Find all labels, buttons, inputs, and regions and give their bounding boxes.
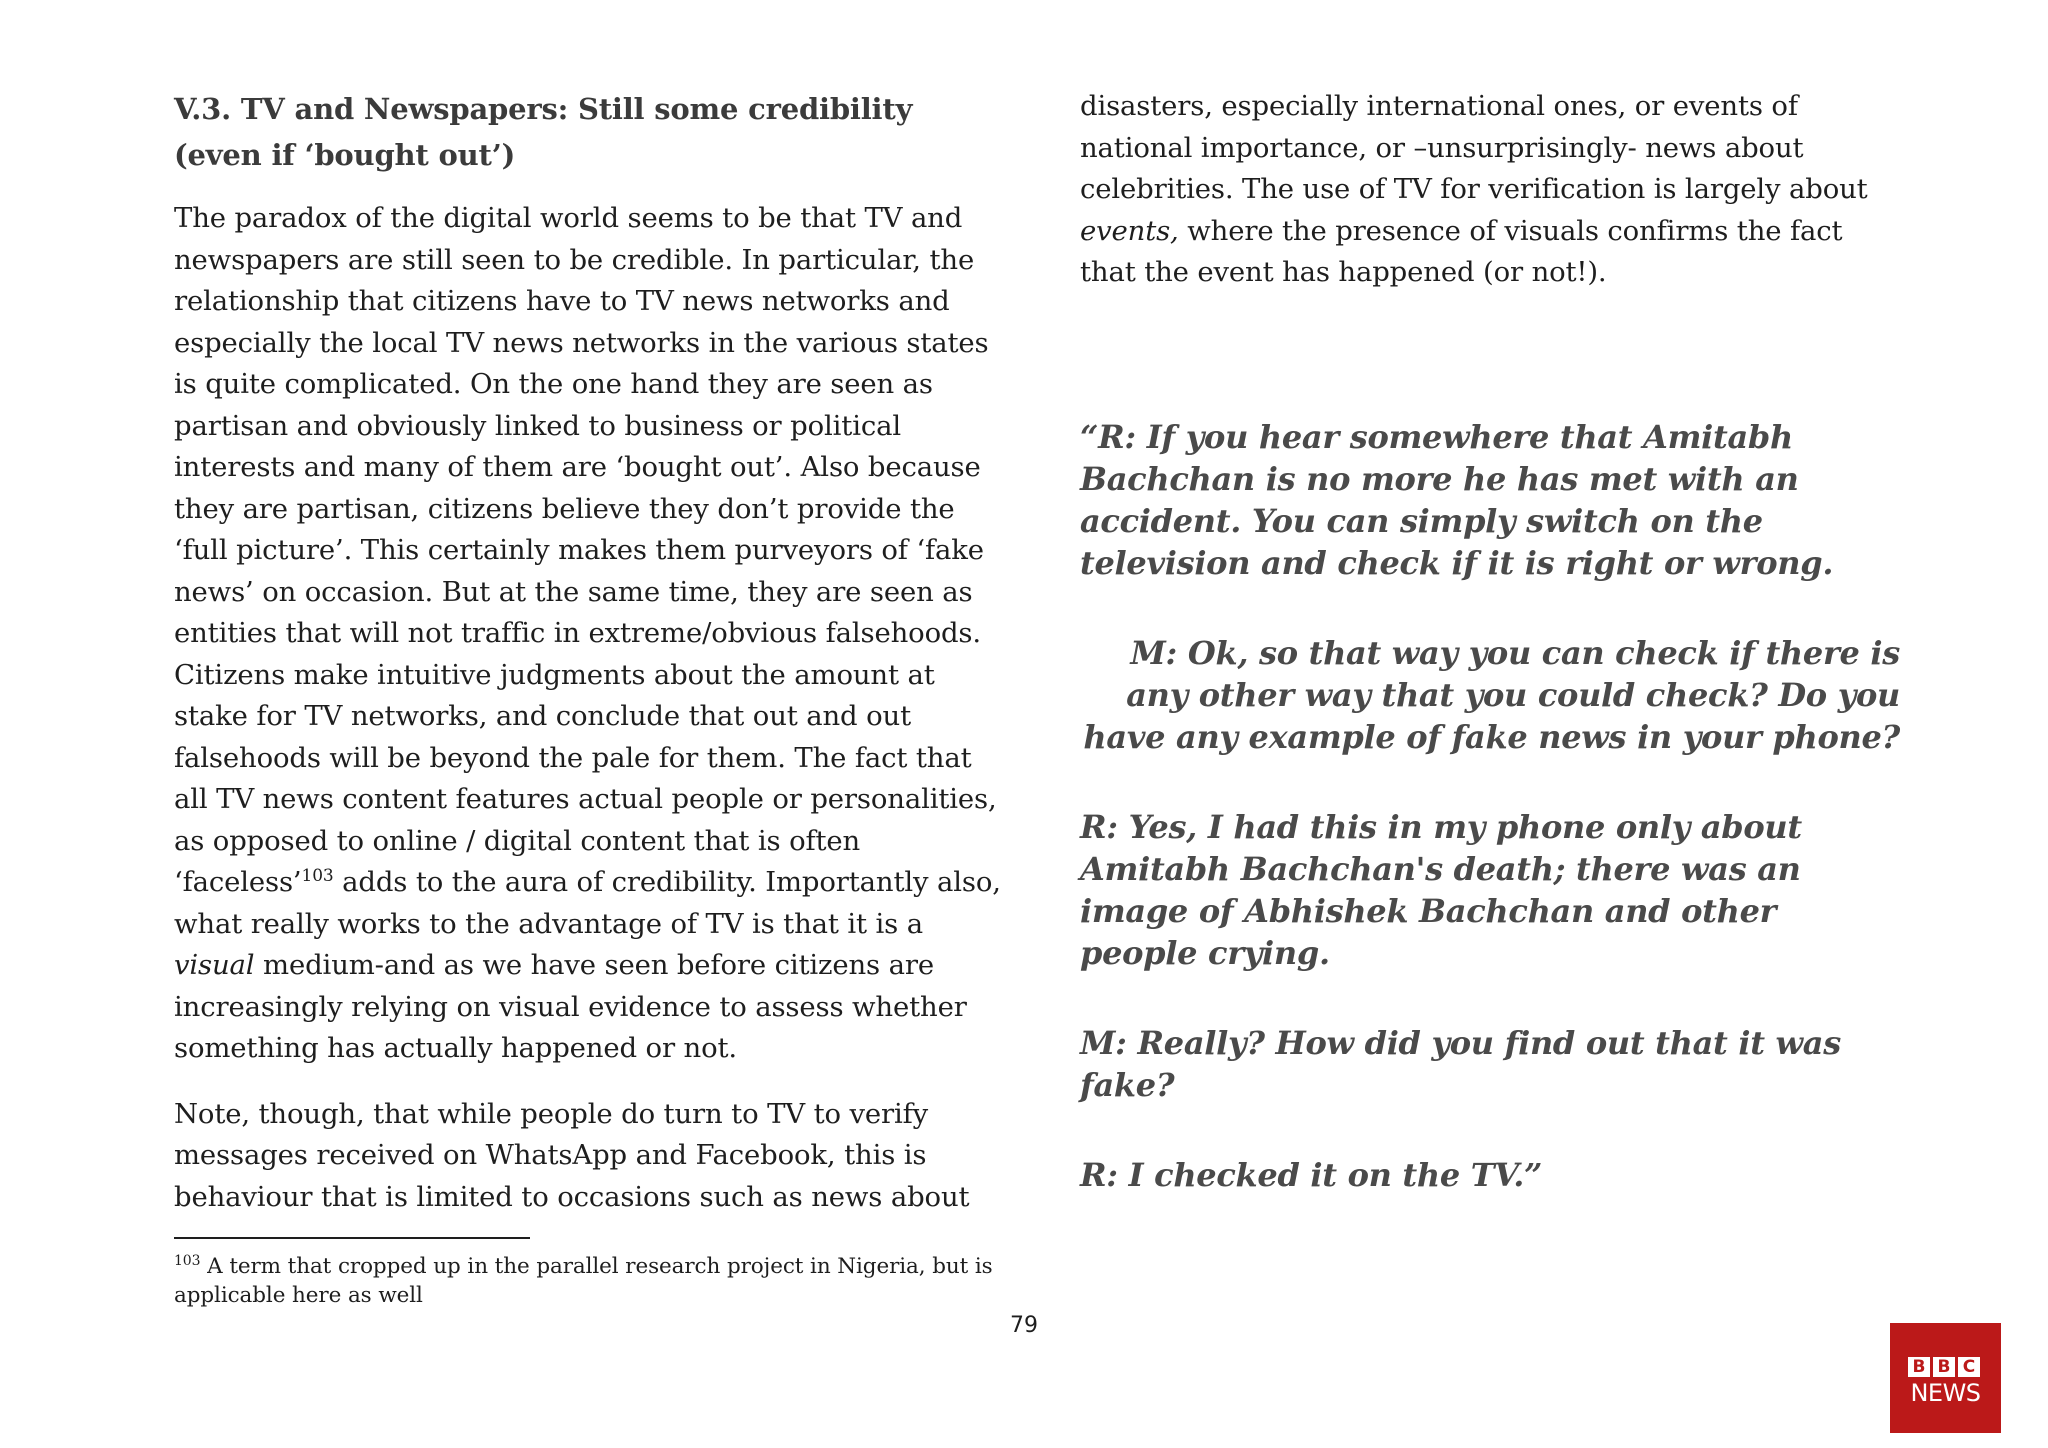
paragraph-text: where the presence of visuals confirms the fact that the event has happened (or not!). (1080, 214, 1843, 288)
footnote-number: 103 (174, 1252, 201, 1269)
bbc-letter-blocks (1908, 1357, 1980, 1377)
section-heading: V.3. TV and Newspapers: Still some credibility (even if ‘bought out’) (174, 92, 913, 172)
emphasis-visual: visual (174, 949, 255, 981)
interview-quote-moderator-1: M: Ok, so that way you can check if there is any other way that you could check? Do you have any example of fake news in your phone? (1083, 633, 1900, 756)
paragraph-text: The paradox of the digital world seems to be that TV and newspapers are still seen to be credible. In particular, the relationship that citizens have to TV news networks and especially the local TV news networks in the various states is quite complicated. On the one hand they are seen as partisan and obviously linked to business or political interests and many of them are ‘bought out’. Also because they are partisan, citizens believe they don’t provide the ‘full picture’. This certainly makes them purveyors of ‘fake news’ on occasion. But at the same time, they are seen as entities that will not traffic in extreme/obvious falsehoods. Citizens make intuitive judgments about the amount at stake for TV networks, and conclude that out and out falsehoods will be beyond the pale for them. The fact that all TV news content features actual people or personalities, as opposed to online / digital content that is often ‘faceless’ (174, 202, 997, 898)
paragraph-text: adds to the aura of credibility. Importantly also, what really works to the advantage of TV is that it is a (174, 866, 1001, 940)
bbc-block-letter: B (1908, 1357, 1930, 1377)
body-paragraph-tv-credibility (174, 198, 1004, 1070)
bbc-news-logo (1890, 1323, 2001, 1433)
bbc-block-letter: B (1933, 1357, 1955, 1377)
footnote-divider (174, 1237, 530, 1239)
body-paragraph-note: Note, though, that while people do turn to TV to verify messages received on WhatsApp and Facebook, this is behaviour that is limited to occasions such as news about (174, 1097, 970, 1213)
interview-quote-respondent-3: R: I checked it on the TV.” (1080, 1155, 1543, 1194)
footnote-text: A term that cropped up in the parallel research project in Nigeria, but is applicable here as well (174, 1254, 993, 1308)
interview-quote-respondent-1: “R: If you hear somewhere that Amitabh Bachchan is no more he has met with an accident. You can simply switch on the television and check if it is right or wrong. (1080, 417, 1834, 582)
paragraph-text: medium-and as we have seen before citizens are increasingly relying on visual evidence to assess whether something has actually happened or not. (174, 949, 967, 1064)
footnote (174, 1252, 994, 1310)
bbc-news-wordmark: NEWS (1910, 1379, 1981, 1407)
interview-quote-moderator-2: M: Really? How did you find out that it was fake? (1080, 1023, 1841, 1104)
right-column (1080, 86, 1900, 1196)
body-paragraph-continuation (1080, 86, 1900, 294)
emphasis-events: events, (1080, 214, 1179, 247)
page-number: 79 (1010, 1313, 1038, 1338)
paragraph-text: disasters, especially international ones, or events of national importance, or –unsurprisingly- news about celebrities. The use of TV for verification is largely about (1080, 90, 1868, 205)
footnote-reference: 103 (301, 865, 334, 886)
interview-quote-respondent-2: R: Yes, I had this in my phone only about Amitabh Bachchan's death; there was an image of Abhishek Bachchan and other people crying. (1080, 807, 1802, 972)
left-column (174, 86, 1004, 1242)
bbc-block-letter: C (1958, 1357, 1980, 1377)
